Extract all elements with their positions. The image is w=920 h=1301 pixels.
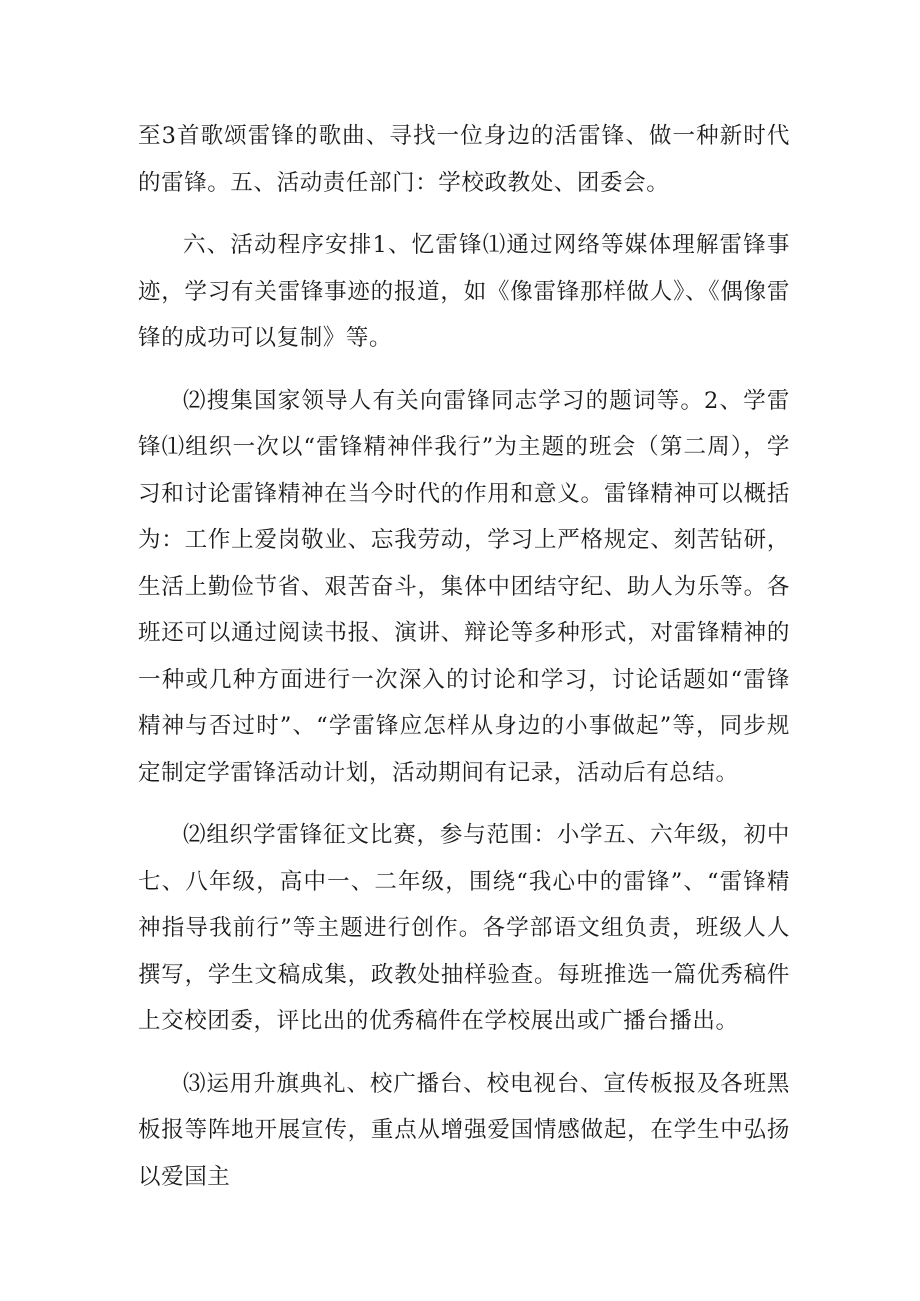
document-body bbox=[138, 113, 790, 1200]
paragraph-1: 至3首歌颂雷锋的歌曲、寻找一位身边的活雷锋、做一种新时代的雷锋。五、活动责任部门：学校政教处、团委会。 bbox=[138, 123, 790, 196]
paragraph-3: ⑵搜集国家领导人有关向雷锋同志学习的题词等。2、学雷锋⑴组织一次以“雷锋精神伴我行”为主题的班会（第二周），学习和讨论雷锋精神在当今时代的作用和意义。雷锋精神可以概括为：工作上爱岗敬业、忘我劳动，学习上严格规定、刻苦钻研，生活上勤俭节省、艰苦奋斗，集体中团结守纪、助人为乐等。各班还可以通过阅读书报、演讲、辩论等多种形式，对雷锋精神的一种或几种方面进行一次深入的讨论和学习，讨论话题如“雷锋精神与否过时”、“学雷锋应怎样从身边的小事做起”等，同步规定制定学雷锋活动计划，活动期间有记录，活动后有总结。 bbox=[138, 387, 790, 786]
paragraph-2: 六、活动程序安排1、忆雷锋⑴通过网络等媒体理解雷锋事迹，学习有关雷锋事迹的报道，如《像雷锋那样做人》、《偶像雷锋的成功可以复制》等。 bbox=[138, 232, 790, 351]
paragraph-4: ⑵组织学雷锋征文比赛，参与范围：小学五、六年级，初中七、八年级，高中一、二年级，围绕“我心中的雷锋”、“雷锋精神指导我前行”等主题进行创作。各学部语文组负责，班级人人撰写，学生文稿成集，政教处抽样验查。每班推选一篇优秀稿件上交校团委，评比出的优秀稿件在学校展出或广播台播出。 bbox=[138, 822, 790, 1034]
paragraph-5: ⑶运用升旗典礼、校广播台、校电视台、宣传板报及各班黑板报等阵地开展宣传，重点从增强爱国情感做起，在学生中弘扬以爱国主 bbox=[138, 1070, 790, 1190]
